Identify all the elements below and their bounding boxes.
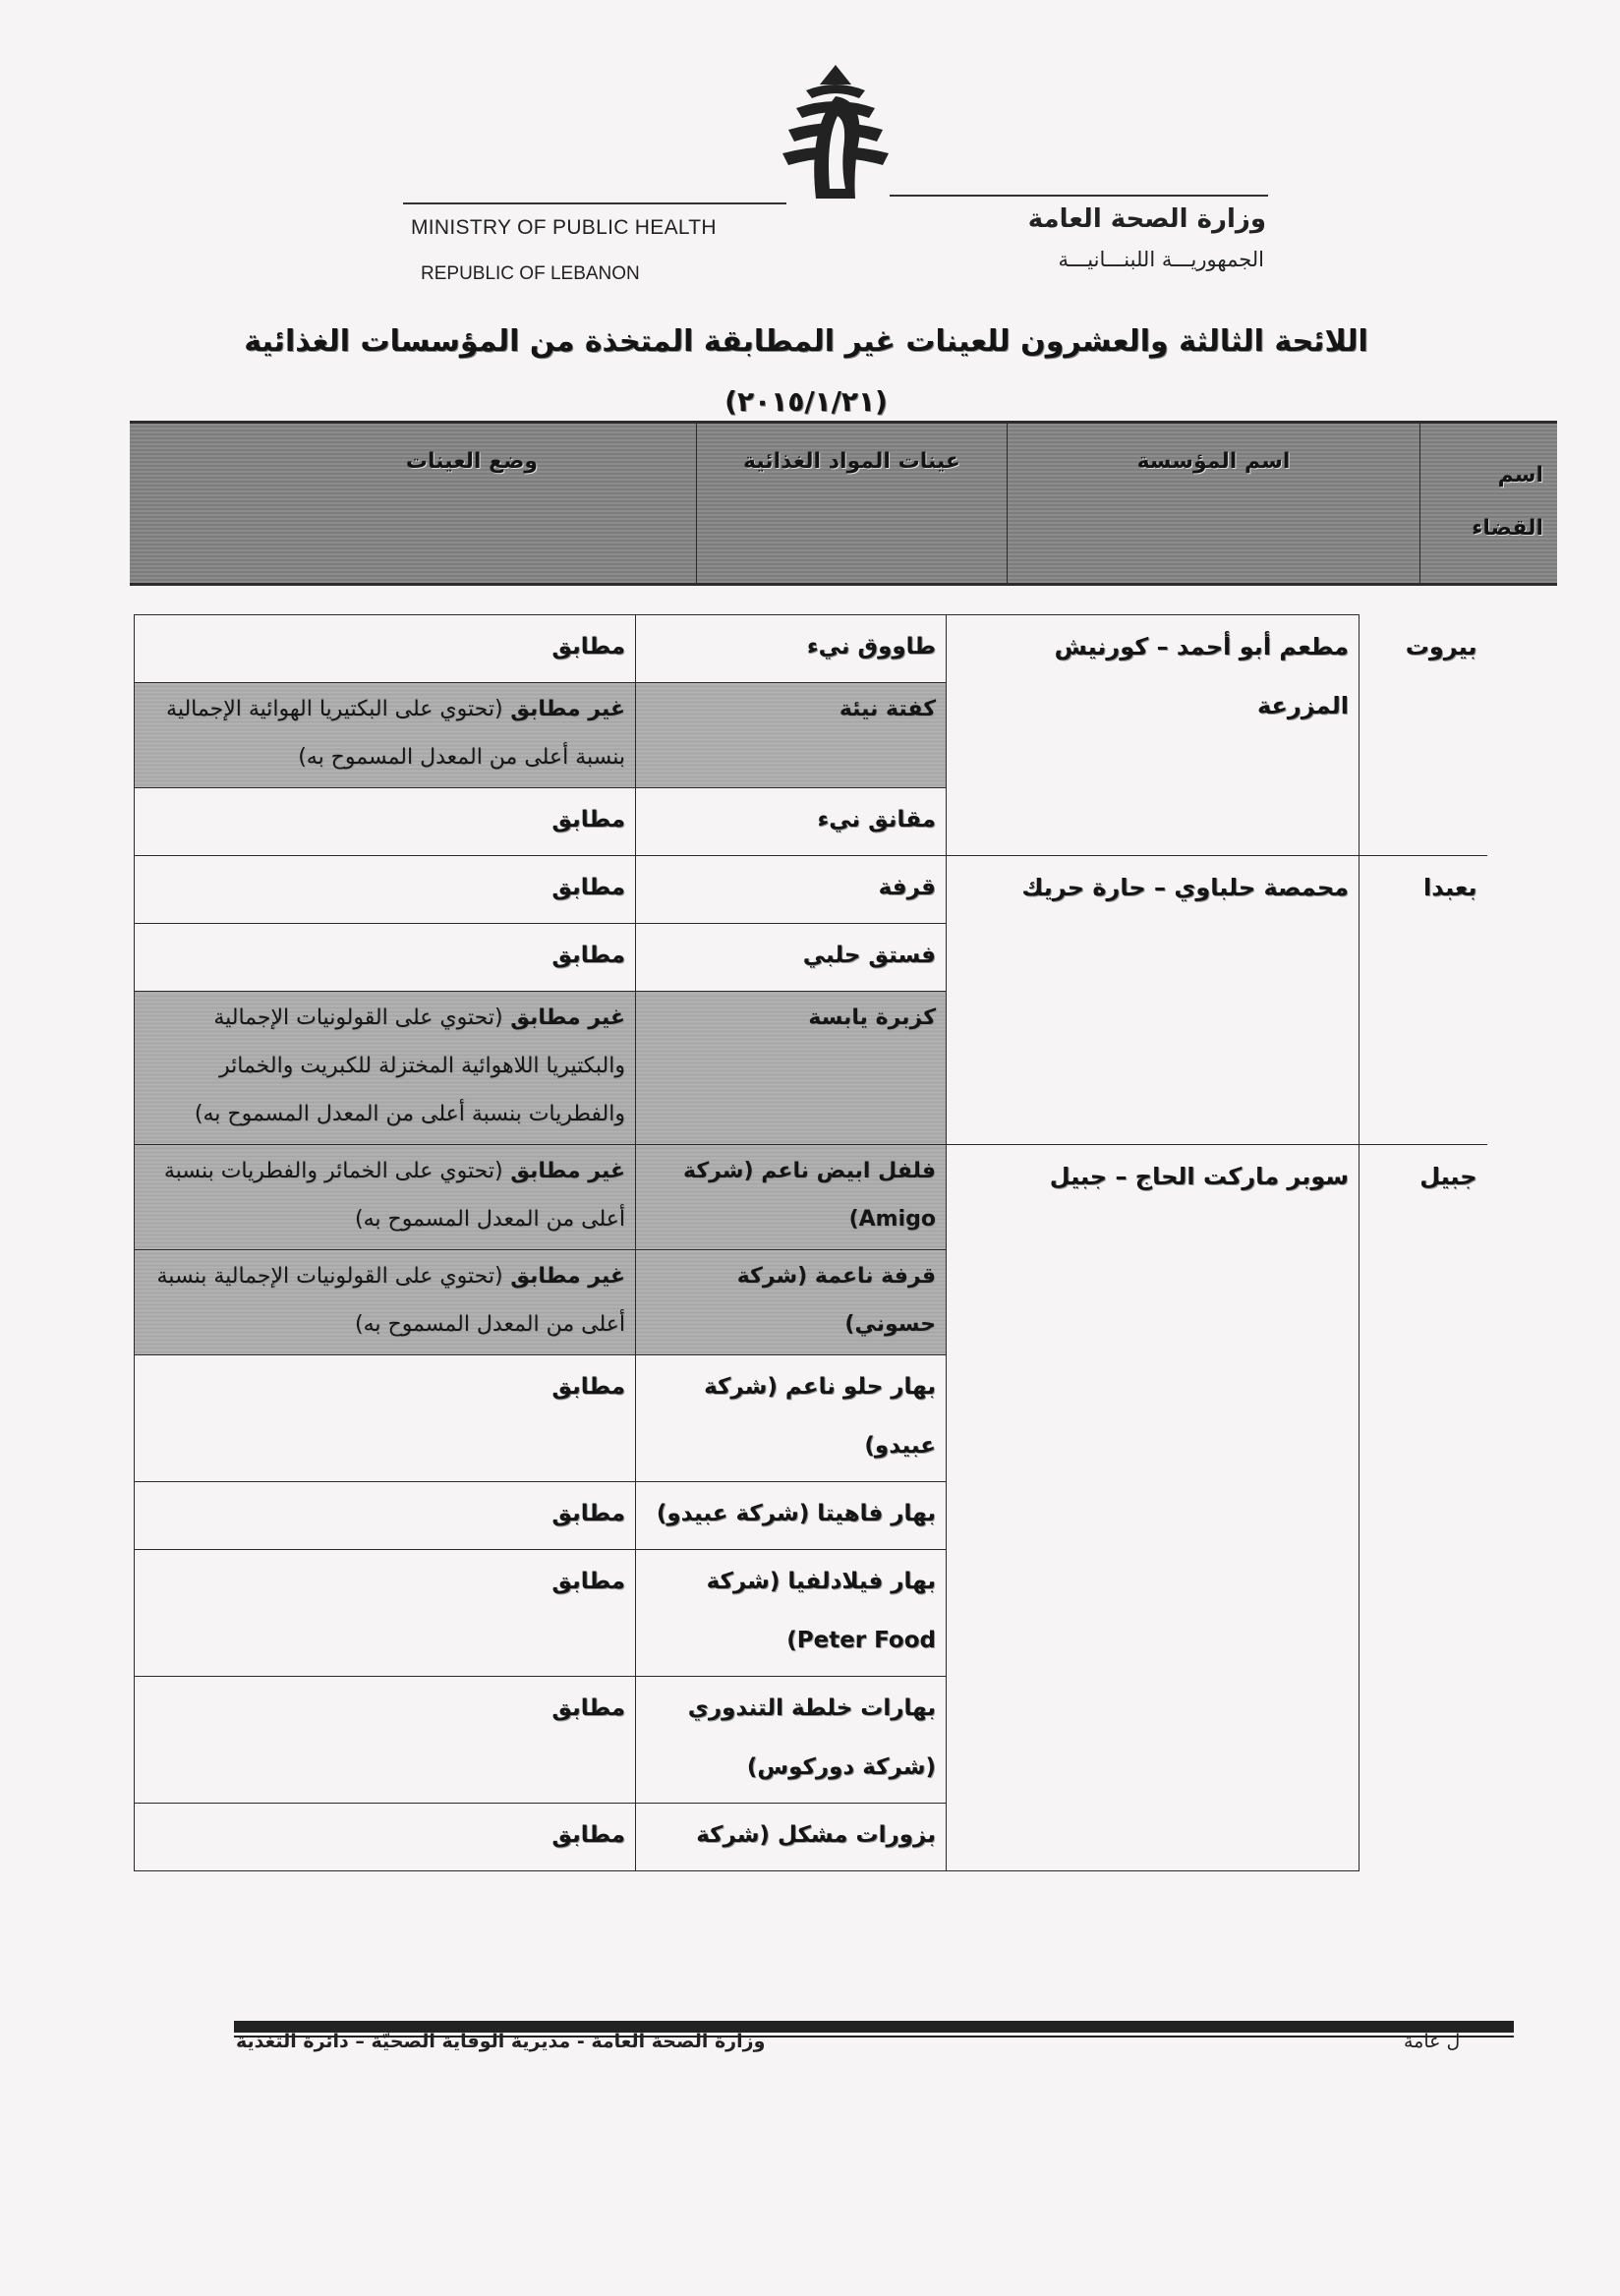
status-cell: مطابق: [135, 788, 636, 856]
sample-cell: قرفة ناعمة (شركة حسوني): [636, 1250, 947, 1355]
samples-table: [134, 614, 1487, 1871]
status-detail: (تحتوي على القولونيات الإجمالية بنسبة أعلى من المعدل المسموح به): [156, 1264, 625, 1337]
sample-cell: بهار فاهيتا (شركة عبيدو): [636, 1482, 947, 1550]
header-rule-left: [403, 202, 786, 204]
table-row: [135, 856, 1487, 924]
status-label: غير مطابق: [510, 1159, 625, 1183]
footer-classification: ل عامة: [1404, 2031, 1461, 2052]
column-header-samples: عينات المواد الغذائية: [696, 424, 1007, 583]
status-cell: [135, 992, 636, 1145]
district-cell: بيروت: [1360, 615, 1487, 856]
footer-department: وزارة الصحة العامة - مديرية الوقاية الصحيّة – دائرة التغذية: [236, 2031, 766, 2052]
status-cell: مطابق: [135, 856, 636, 924]
status-detail: (تحتوي على القولونيات الإجمالية والبكتيريا اللاهوائية المختزلة للكبريت والخمائر والفطريات بنسبة أعلى من المعدل المسموح به): [194, 1005, 625, 1126]
document-date: (٢٠١٥/١/٢١): [724, 385, 888, 418]
establishment-cell: مطعم أبو أحمد – كورنيش المزرعة: [947, 615, 1360, 856]
status-detail: (تحتوي على البكتيريا الهوائية الإجمالية بنسبة أعلى من المعدل المسموح به): [166, 697, 625, 770]
status-cell: [135, 683, 636, 788]
sample-cell: فلفل ابيض ناعم (شركة Amigo): [636, 1145, 947, 1250]
sample-cell: بهار فيلادلفيا (شركة Peter Food): [636, 1550, 947, 1677]
sample-cell: كزبرة يابسة: [636, 992, 947, 1145]
sample-cell: مقانق نيء: [636, 788, 947, 856]
sample-cell: قرفة: [636, 856, 947, 924]
status-label: غير مطابق: [510, 697, 625, 721]
republic-name-arabic: الجمهوريـــة اللبنـــانيـــة: [1058, 248, 1264, 271]
establishment-cell: سوبر ماركت الحاج – جبيل: [947, 1145, 1360, 1871]
status-cell: مطابق: [135, 615, 636, 683]
status-cell: مطابق: [135, 1355, 636, 1482]
column-header-status: وضع العينات: [405, 449, 539, 474]
sample-cell: طاووق نيء: [636, 615, 947, 683]
status-cell: مطابق: [135, 1482, 636, 1550]
status-label: غير مطابق: [510, 1264, 625, 1289]
establishment-cell: محمصة حلباوي – حارة حريك: [947, 856, 1360, 1145]
sample-cell: بهارات خلطة التندوري (شركة دوركوس): [636, 1677, 947, 1804]
table-header: [130, 421, 1557, 586]
status-cell: مطابق: [135, 1804, 636, 1871]
ministry-name-arabic: وزارة الصحة العامة: [1027, 204, 1266, 234]
status-cell: مطابق: [135, 924, 636, 992]
document-title: اللائحة الثالثة والعشرون للعينات غير المطابقة المتخذة من المؤسسات الغذائية: [244, 324, 1368, 359]
sample-cell: فستق حلبي: [636, 924, 947, 992]
cedar-tree-logo-icon: [757, 61, 914, 208]
status-label: غير مطابق: [510, 1005, 625, 1030]
republic-name-english: REPUBLIC OF LEBANON: [421, 263, 640, 284]
status-cell: مطابق: [135, 1550, 636, 1677]
table-row: [135, 1145, 1487, 1250]
column-header-establishment: اسم المؤسسة: [1007, 424, 1419, 583]
status-cell: [135, 1145, 636, 1250]
status-detail: (تحتوي على الخمائر والفطريات بنسبة أعلى من المعدل المسموح به): [163, 1159, 625, 1232]
sample-cell: بزورات مشكل (شركة: [636, 1804, 947, 1871]
header-rule-right: [890, 195, 1268, 197]
ministry-name-english: MINISTRY OF PUBLIC HEALTH: [411, 216, 717, 239]
district-cell: بعبدا: [1360, 856, 1487, 1145]
district-cell: جبيل: [1360, 1145, 1487, 1871]
sample-cell: بهار حلو ناعم (شركة عبيدو): [636, 1355, 947, 1482]
table-row: [135, 615, 1487, 683]
column-header-district: اسم القضاء: [1419, 424, 1557, 583]
sample-cell: كفتة نيئة: [636, 683, 947, 788]
status-cell: [135, 1250, 636, 1355]
status-cell: مطابق: [135, 1677, 636, 1804]
